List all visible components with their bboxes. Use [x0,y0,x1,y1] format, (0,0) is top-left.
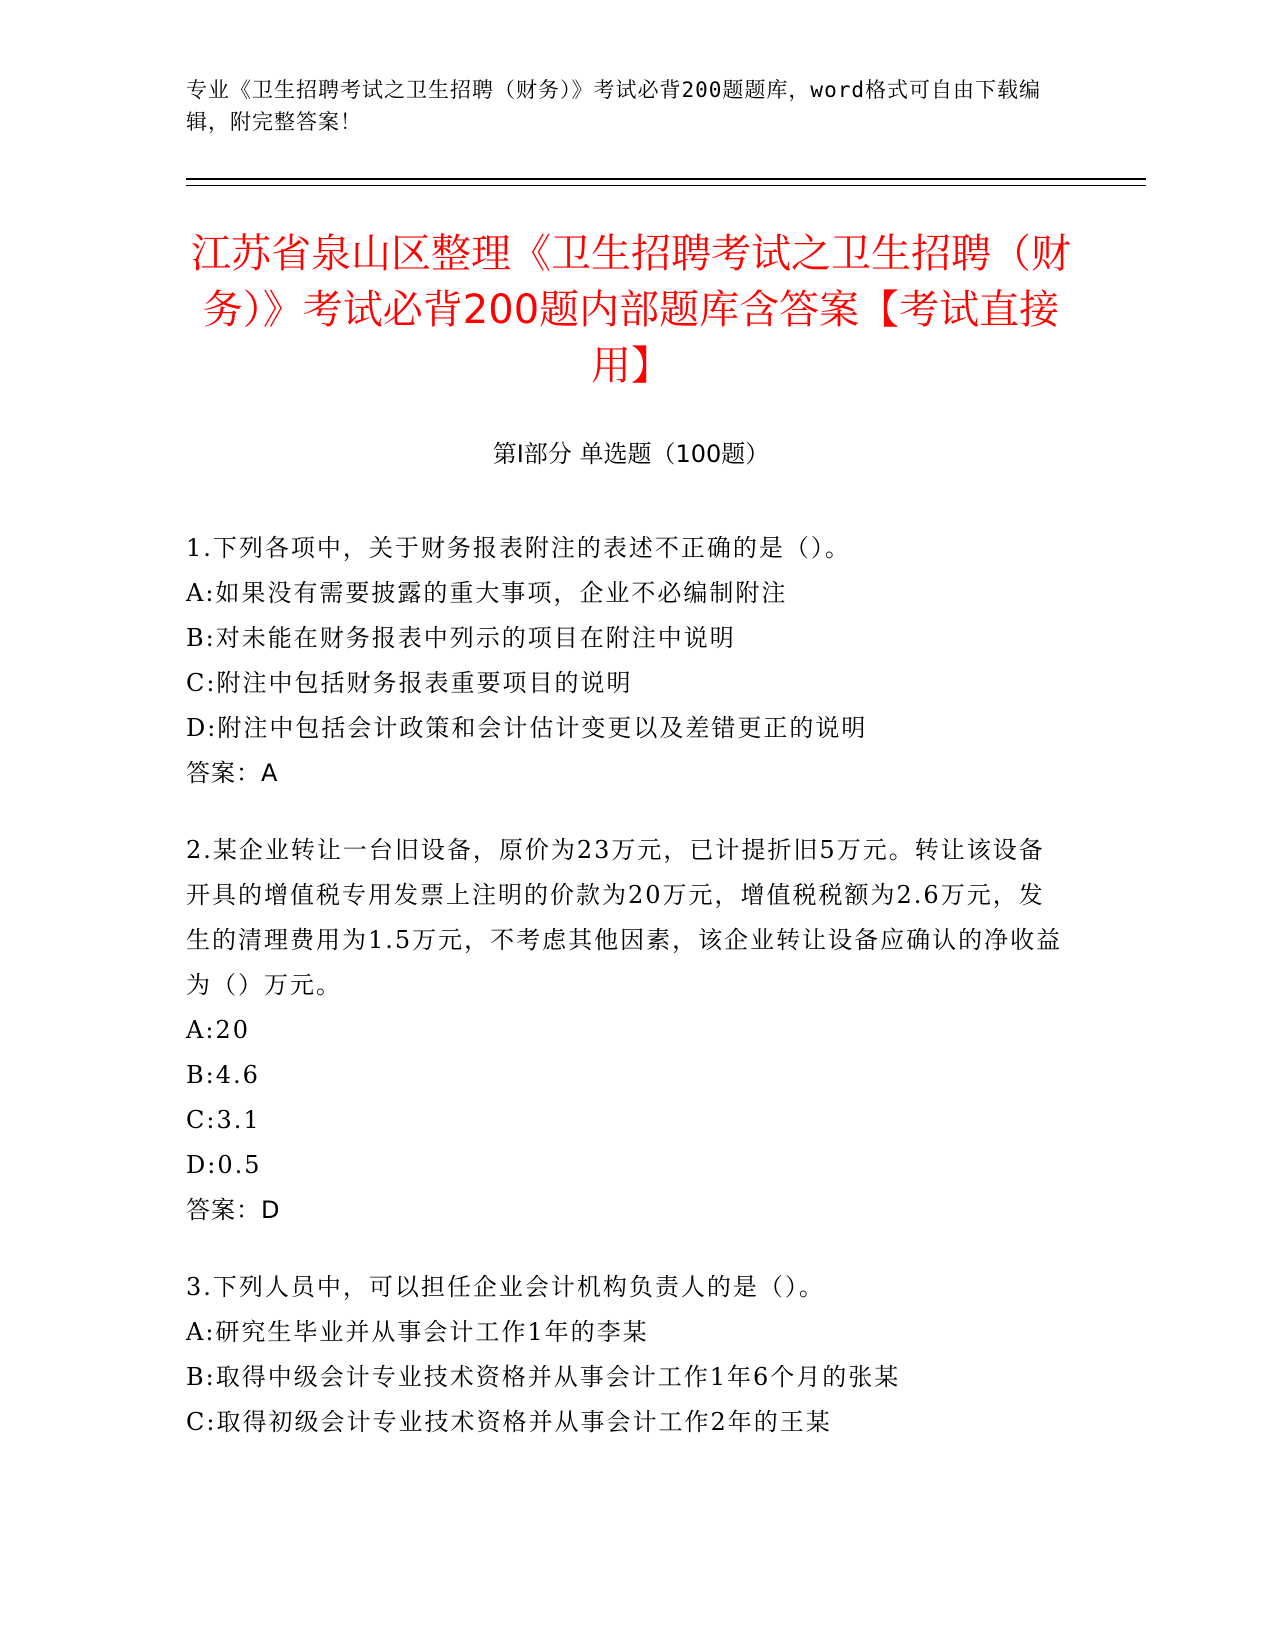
document-title: 江苏省泉山区整理《卫生招聘考试之卫生招聘（财务）》考试必背200题内部题库含答案【考试直接用】 [191,231,1071,389]
option-c: C:附注中包括财务报表重要项目的说明 [186,669,633,697]
question-stem: 2.某企业转让一台旧设备，原价为23万元，已计提折旧5万元。转让该设备开具的增值税专用发票上注明的价款为20万元，增值税税额为2.6万元，发生的清理费用为1.5万元，不考虑其他因素，该企业转让设备应确认的净收益为（）万元。 [186,836,1063,999]
section-heading: 第I部分 单选题（100题） [492,440,770,468]
header-divider-thick [186,178,1146,180]
option-d: D:附注中包括会计政策和会计估计变更以及差错更正的说明 [186,714,868,742]
option-b: B:取得中级会计专业技术资格并从事会计工作1年6个月的张某 [186,1363,901,1391]
header-divider-thin [186,185,1146,186]
question-list [186,526,1076,1477]
option-d: D:0.5 [186,1151,262,1179]
option-c: C:取得初级会计专业技术资格并从事会计工作2年的王某 [186,1408,832,1436]
question-1 [186,526,1076,796]
option-a: A:20 [186,1016,250,1044]
question-3 [186,1265,1076,1445]
question-2 [186,828,1076,1233]
question-stem: 3.下列人员中，可以担任企业会计机构负责人的是（）。 [186,1273,825,1301]
option-b: B:对未能在财务报表中列示的项目在附注中说明 [186,624,736,652]
answer-label: 答案：A [186,759,279,787]
header-note: 专业《卫生招聘考试之卫生招聘（财务）》考试必背200题题库，word格式可自由下载编辑，附完整答案！ [186,78,1041,134]
option-a: A:如果没有需要披露的重大事项，企业不必编制附注 [186,579,788,607]
question-stem: 1.下列各项中，关于财务报表附注的表述不正确的是（）。 [186,534,851,562]
answer-label: 答案：D [186,1196,281,1224]
option-b: B:4.6 [186,1061,260,1089]
option-c: C:3.1 [186,1106,261,1134]
option-a: A:研究生毕业并从事会计工作1年的李某 [186,1318,649,1346]
